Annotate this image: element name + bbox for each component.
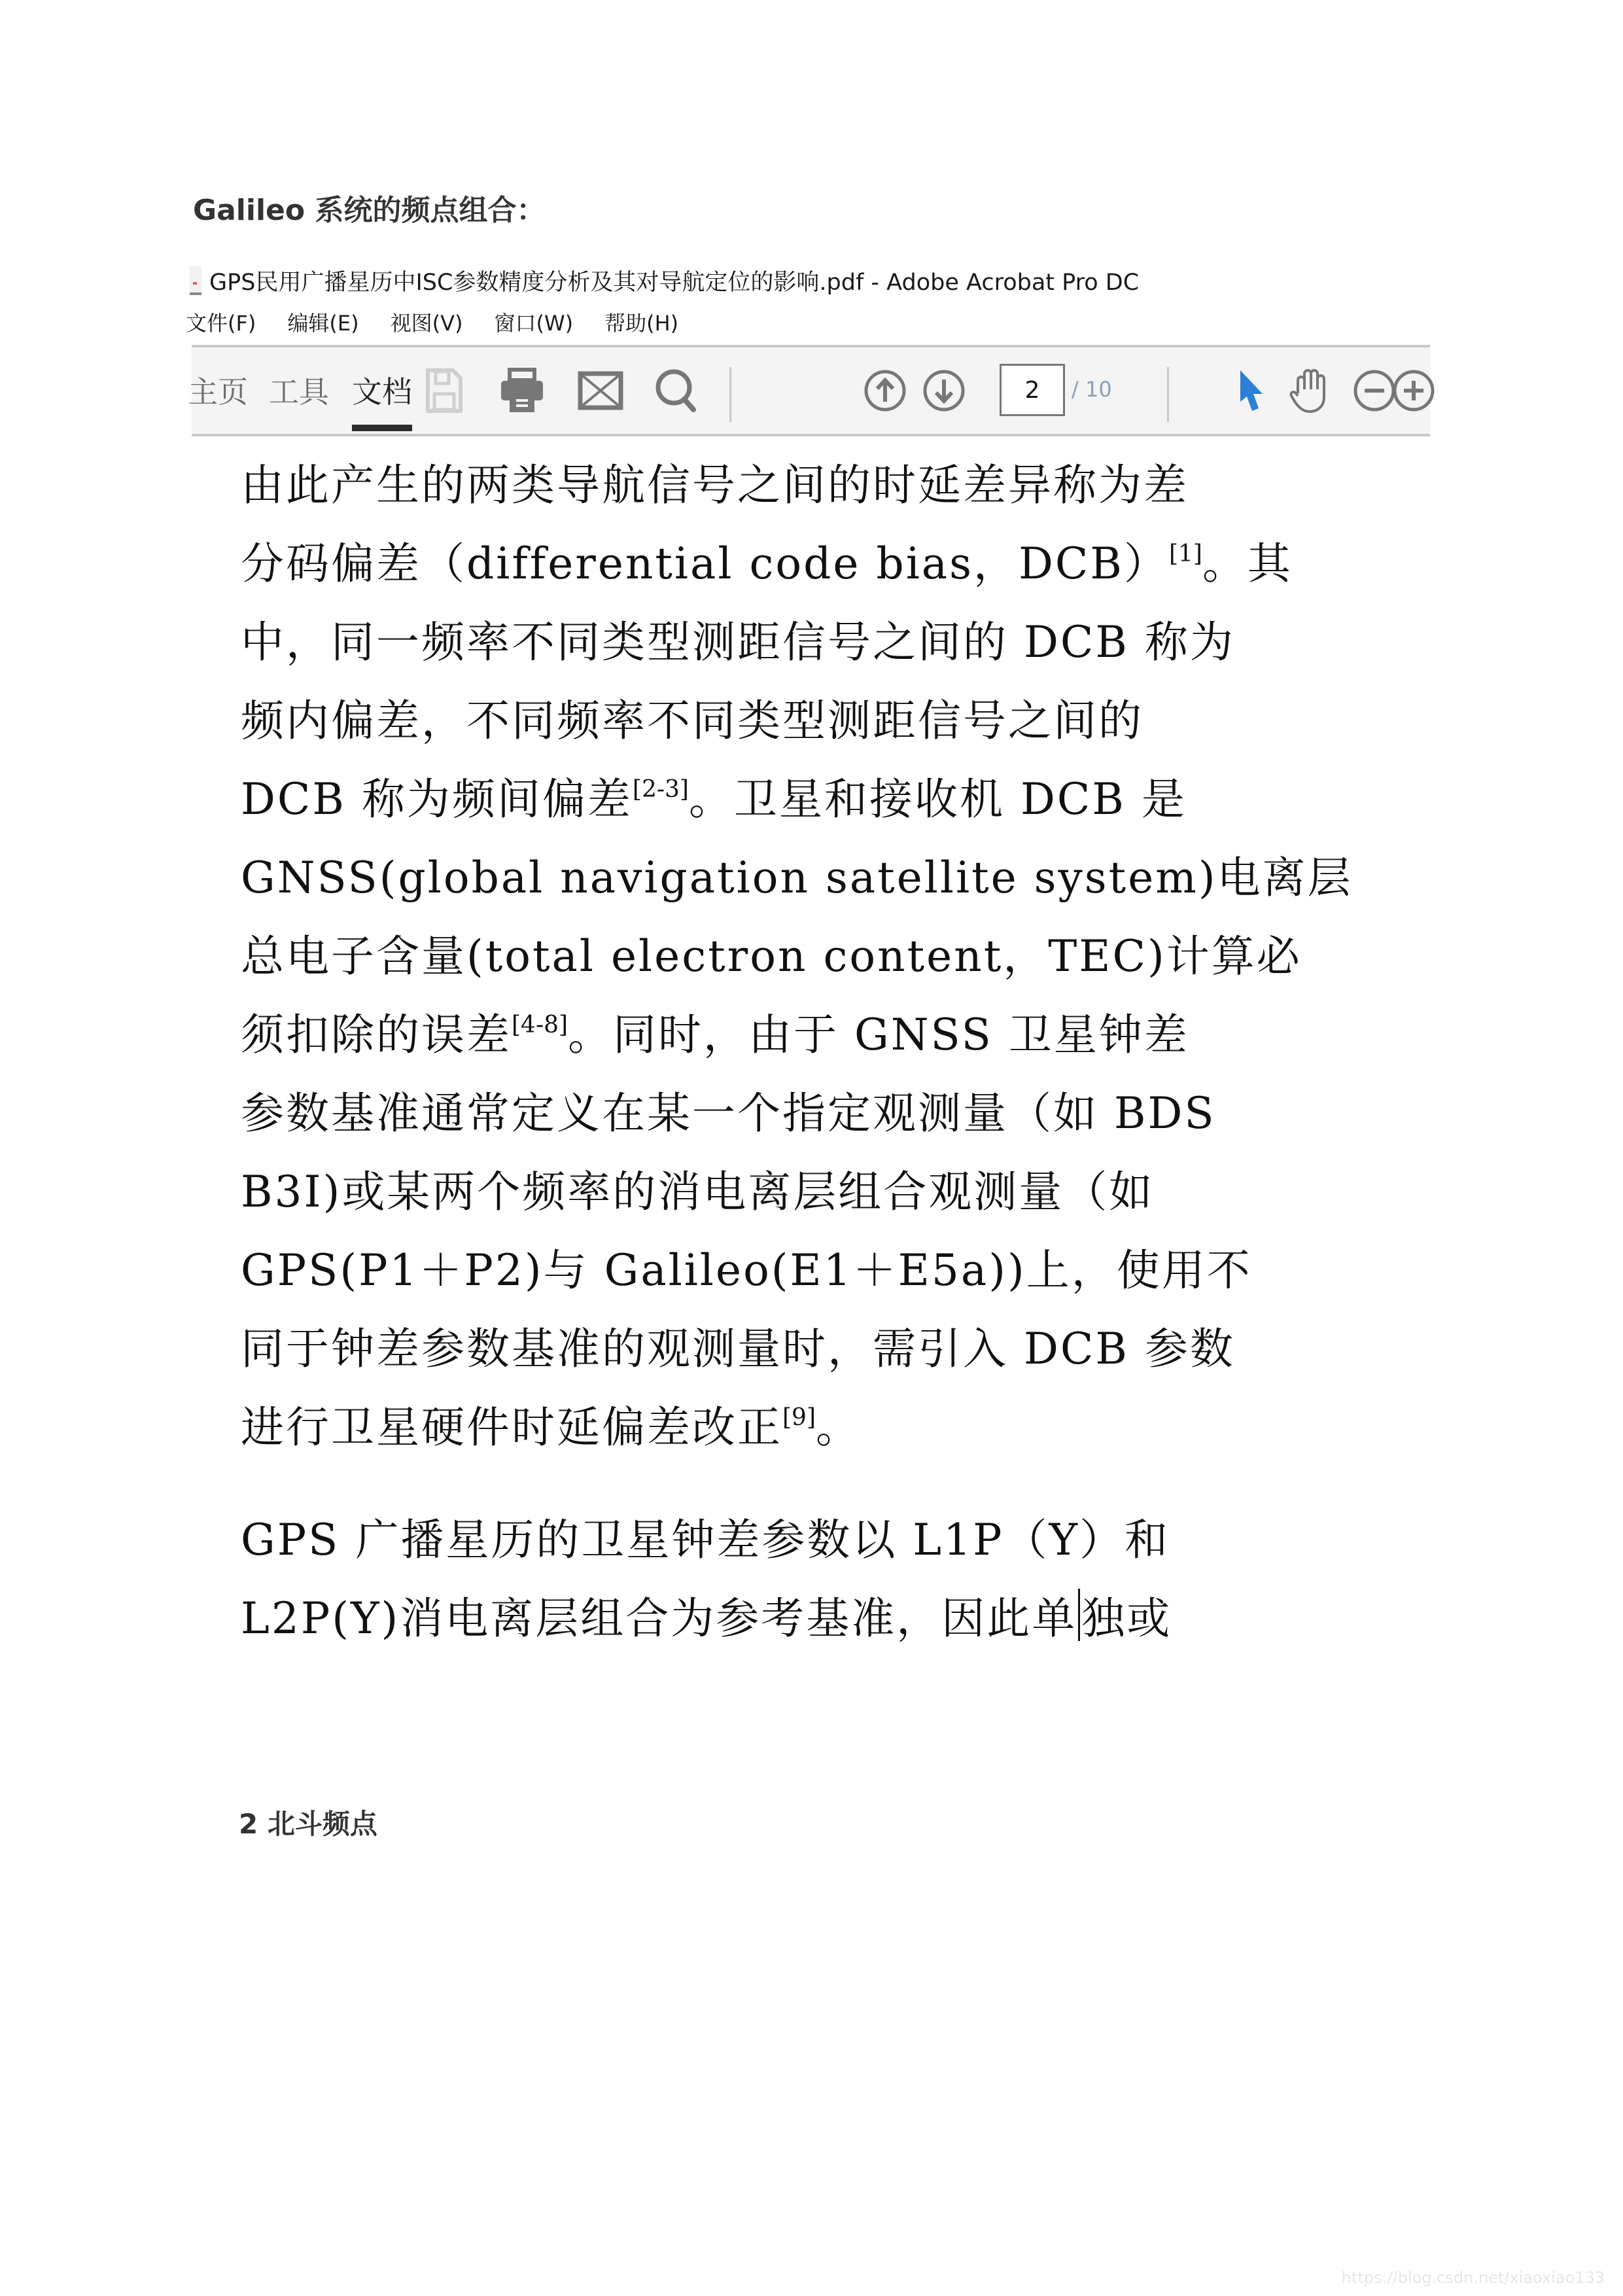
text-line: B3I)或某两个频率的消电离层组合观测量（如 bbox=[241, 1167, 1155, 1217]
text-line: 分码偏差（differential code bias，DCB）[1]。其 bbox=[241, 539, 1293, 589]
text-line: 由此产生的两类导航信号之间的时延差异称为差 bbox=[241, 460, 1189, 510]
menu-view[interactable]: 视图(V) bbox=[390, 311, 463, 336]
print-icon[interactable] bbox=[496, 364, 548, 417]
text-line: 频内偏差，不同频率不同类型测距信号之间的 bbox=[241, 696, 1143, 746]
text-line: 同于钟差参数基准的观测量时，需引入 DCB 参数 bbox=[241, 1324, 1235, 1374]
page-total: / 10 bbox=[1072, 377, 1112, 402]
citation: [9] bbox=[782, 1404, 816, 1431]
citation: [2-3] bbox=[632, 776, 689, 803]
tab-home[interactable]: 主页 bbox=[188, 374, 248, 410]
search-icon[interactable] bbox=[650, 364, 702, 417]
text-line: 总电子含量(total electron content，TEC)计算必 bbox=[241, 931, 1302, 981]
text-line: 参数基准通常定义在某一个指定观测量（如 BDS bbox=[241, 1088, 1216, 1139]
acrobat-screenshot bbox=[186, 256, 1433, 1722]
menu-help[interactable]: 帮助(H) bbox=[604, 311, 679, 336]
section-heading-galileo: Galileo 系统的频点组合： bbox=[193, 194, 546, 227]
window-title-bar bbox=[190, 264, 1139, 297]
menu-window[interactable]: 窗口(W) bbox=[494, 311, 574, 336]
email-icon[interactable] bbox=[574, 364, 627, 417]
paragraph-1 bbox=[241, 446, 1431, 1467]
pdf-page-content bbox=[241, 446, 1431, 1658]
pdf-file-icon bbox=[190, 266, 201, 295]
save-icon[interactable] bbox=[417, 364, 470, 417]
menu-file[interactable]: 文件(F) bbox=[186, 311, 256, 336]
paragraph-gap bbox=[241, 1467, 1431, 1501]
page-down-icon[interactable] bbox=[918, 364, 970, 417]
citation: [1] bbox=[1168, 540, 1202, 567]
text-line: GPS(P1＋P2)与 Galileo(E1＋E5a))上，使用不 bbox=[241, 1245, 1252, 1296]
page-up-icon[interactable] bbox=[859, 364, 911, 417]
select-cursor-icon[interactable] bbox=[1225, 364, 1278, 417]
window-title: GPS民用广播星历中ISC参数精度分析及其对导航定位的影响.pdf - Adobe Acrobat Pro DC bbox=[209, 270, 1140, 296]
watermark: https://blog.csdn.net/xiaoxiao133 bbox=[1341, 2269, 1605, 2287]
text-line: GNSS(global navigation satellite system)电离层 bbox=[241, 853, 1353, 903]
hand-tool-icon[interactable] bbox=[1284, 364, 1336, 417]
text-line: DCB 称为频间偏差[2-3]。卫星和接收机 DCB 是 bbox=[241, 774, 1187, 824]
section-heading-beidou: 2 北斗频点 bbox=[239, 1808, 377, 1840]
citation: [4-8] bbox=[512, 1012, 568, 1038]
text-line: 进行卫星硬件时延偏差改正[9]。 bbox=[241, 1402, 861, 1453]
paragraph-2 bbox=[241, 1501, 1431, 1658]
text-line: L2P(Y)消电离层组合为参考基准，因此单 独或 bbox=[241, 1580, 1431, 1658]
text-line: GPS 广播星历的卫星钟差参数以 L1P（Y）和 bbox=[241, 1515, 1170, 1565]
text-line: 中，同一频率不同类型测距信号之间的 DCB 称为 bbox=[241, 617, 1235, 667]
text-line: 须扣除的误差[4-8]。同时，由于 GNSS 卫星钟差 bbox=[241, 1010, 1189, 1060]
menu-bar bbox=[186, 306, 710, 338]
zoom-in-icon[interactable] bbox=[1387, 364, 1440, 417]
page-number-input[interactable]: 2 bbox=[1000, 364, 1065, 416]
menu-edit[interactable]: 编辑(E) bbox=[287, 311, 359, 336]
toolbar bbox=[188, 345, 1430, 436]
text-cursor bbox=[1078, 1589, 1080, 1641]
tab-tools[interactable]: 工具 bbox=[269, 374, 329, 410]
tab-document[interactable]: 文档 bbox=[352, 374, 412, 410]
toolbar-separator bbox=[1167, 367, 1169, 422]
toolbar-separator bbox=[729, 367, 731, 422]
